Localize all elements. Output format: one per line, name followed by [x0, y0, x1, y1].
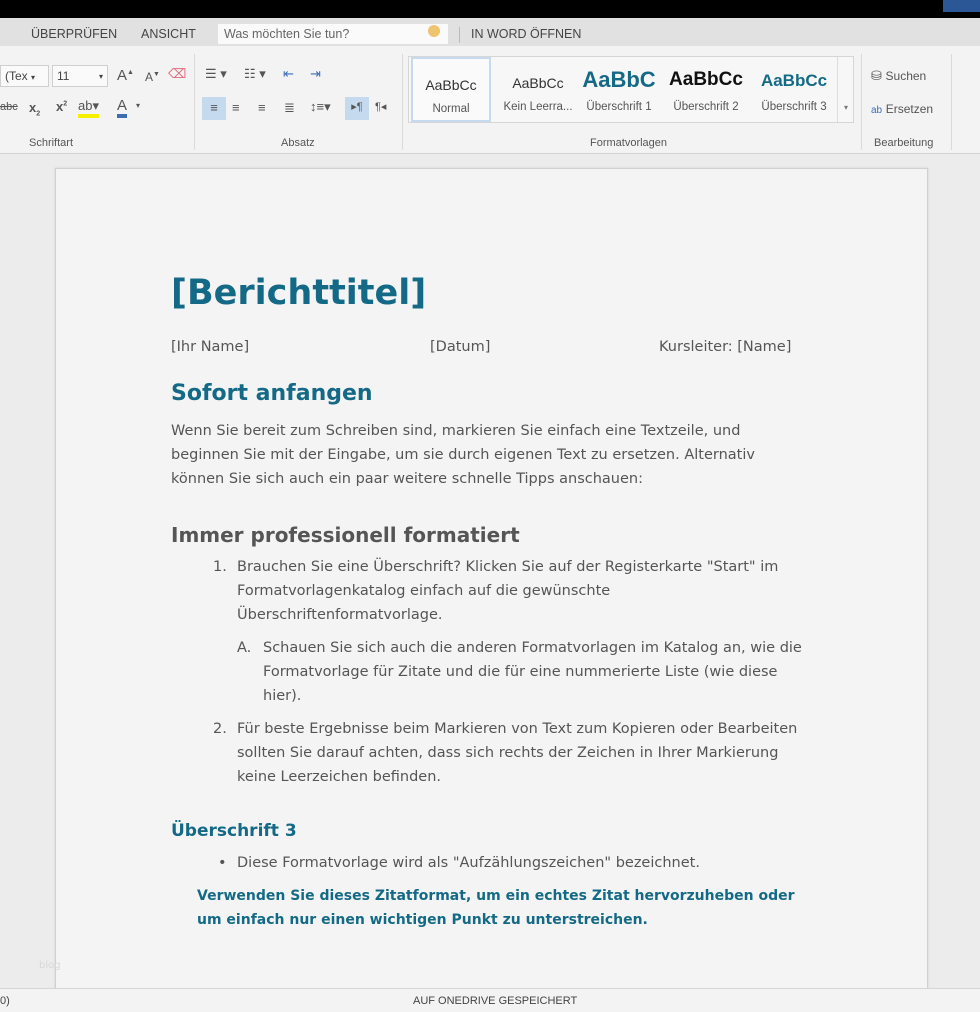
- text-line: sollten Sie darauf achten, dass sich rechts der Zeichen in Ihrer Markierung: [237, 745, 779, 761]
- account-area[interactable]: [943, 0, 980, 12]
- bullets-icon[interactable]: ☰ ▾: [205, 66, 227, 81]
- clear-formatting-icon[interactable]: ⌫: [168, 66, 187, 81]
- heading-3[interactable]: Überschrift 3: [171, 821, 297, 841]
- watermark: blog: [39, 960, 61, 971]
- font-size-select[interactable]: 11 ▾: [52, 65, 108, 87]
- text-line: Schauen Sie sich auch die anderen Formatvorlagen im Katalog an, wie die: [263, 640, 802, 656]
- superscript-icon[interactable]: $x^2$: [56, 99, 68, 114]
- lightbulb-icon: [428, 25, 440, 37]
- heading-1[interactable]: Sofort anfangen: [171, 381, 373, 406]
- replace-button[interactable]: ab Ersetzen: [871, 102, 934, 116]
- group-label-editing: Bearbeitung: [874, 137, 934, 149]
- title-bar: [0, 0, 980, 18]
- shrink-font-icon[interactable]: A▼: [145, 70, 160, 84]
- group-label-styles: Formatvorlagen: [590, 137, 668, 149]
- list-item[interactable]: [237, 555, 778, 627]
- font-color-icon[interactable]: A: [117, 97, 127, 118]
- status-bar: [0, 988, 980, 1012]
- decrease-indent-icon[interactable]: ⇤: [283, 66, 294, 81]
- list-marker: 1.: [213, 559, 227, 575]
- style-no-spacing[interactable]: AaBbCc Kein Leerra...: [503, 75, 573, 113]
- highlight-icon[interactable]: ab▾: [78, 98, 99, 118]
- divider: [194, 54, 195, 150]
- intro-paragraph[interactable]: [171, 419, 755, 491]
- ribbon: [0, 46, 980, 154]
- text-line: Überschriftenformatvorlage.: [237, 607, 443, 623]
- list-marker: 2.: [213, 721, 227, 737]
- open-in-word-button[interactable]: IN WORD ÖFFNEN: [471, 27, 582, 41]
- text-line: um einfach nur einen wichtigen Punkt zu unterstreichen.: [197, 912, 648, 928]
- text-line: Für beste Ergebnisse beim Markieren von Text zum Kopieren oder Bearbeiten: [237, 721, 798, 737]
- bullet-icon: •: [218, 855, 227, 871]
- tell-me-input[interactable]: Was möchten Sie tun?: [218, 24, 448, 44]
- text-line: können Sie sich auch ein paar weitere schnelle Tipps anschauen:: [171, 471, 643, 487]
- text-line: Brauchen Sie eine Überschrift? Klicken Sie auf der Registerkarte "Start" im: [237, 559, 779, 575]
- group-label-paragraph: Absatz: [281, 137, 315, 149]
- justify-icon[interactable]: ≣: [284, 100, 295, 115]
- strikethrough-icon[interactable]: abc: [0, 101, 18, 113]
- date-field[interactable]: [Datum]: [430, 339, 491, 355]
- list-item[interactable]: [237, 717, 797, 789]
- replace-icon: ab: [871, 105, 883, 116]
- text-line: Verwenden Sie dieses Zitatformat, um ein echtes Zitat hervorzuheben oder: [197, 888, 795, 904]
- styles-more-button[interactable]: ▾: [837, 57, 854, 122]
- bullet-item[interactable]: Diese Formatvorlage wird als "Aufzählungszeichen" bezeichnet.: [237, 855, 700, 871]
- divider: [861, 54, 862, 150]
- styles-gallery: [408, 56, 854, 123]
- list-item[interactable]: [263, 636, 802, 708]
- rtl-icon[interactable]: ¶◂: [375, 101, 387, 113]
- quote[interactable]: [197, 884, 795, 932]
- line-spacing-icon[interactable]: ↕≡▾: [310, 99, 331, 114]
- style-heading-1[interactable]: AaBbC Überschrift 1: [582, 67, 656, 113]
- divider: [459, 27, 460, 43]
- save-status: AUF ONEDRIVE GESPEICHERT: [413, 995, 578, 1007]
- ltr-icon[interactable]: ▸¶: [345, 97, 369, 120]
- binoculars-icon: ⛁: [871, 68, 882, 83]
- style-heading-3[interactable]: AaBbCc Überschrift 3: [760, 71, 828, 113]
- text-line: hier).: [263, 688, 302, 704]
- tab-review[interactable]: ÜBERPRÜFEN: [31, 27, 118, 41]
- subscript-icon[interactable]: $x_2$: [29, 100, 41, 118]
- ribbon-tabs: [0, 18, 980, 46]
- divider: [402, 54, 403, 150]
- report-title[interactable]: [Berichttitel]: [171, 273, 427, 313]
- style-normal[interactable]: AaBbCc Normal: [411, 57, 491, 122]
- status-left: 0): [0, 995, 10, 1007]
- instructor-field[interactable]: Kursleiter: [Name]: [659, 339, 792, 355]
- group-label-font: Schriftart: [29, 137, 74, 149]
- increase-indent-icon[interactable]: ⇥: [310, 66, 321, 81]
- font-name-select[interactable]: (Tex ▾: [0, 65, 49, 87]
- text-line: keine Leerzeichen befinden.: [237, 769, 441, 785]
- align-right-icon[interactable]: ≡: [258, 100, 266, 115]
- author-name[interactable]: [Ihr Name]: [171, 339, 250, 355]
- numbering-icon[interactable]: ☷ ▾: [244, 66, 266, 81]
- style-heading-2[interactable]: AaBbCc Überschrift 2: [669, 69, 743, 113]
- text-line: Formatvorlage für Zitate und die für eine nummerierte Liste (wie diese: [263, 664, 778, 680]
- list-marker: A.: [237, 640, 252, 656]
- text-line: Formatvorlagenkatalog einfach auf die gewünschte: [237, 583, 611, 599]
- align-left-icon[interactable]: ≡: [202, 97, 226, 120]
- text-line: beginnen Sie mit der Eingabe, um sie durch eigenen Text zu ersetzen. Alternativ: [171, 447, 755, 463]
- heading-2[interactable]: Immer professionell formatiert: [171, 523, 520, 547]
- divider: [951, 54, 952, 150]
- find-button[interactable]: ⛁ Suchen: [871, 68, 927, 83]
- align-center-icon[interactable]: ≡: [232, 100, 240, 115]
- text-line: Wenn Sie bereit zum Schreiben sind, markieren Sie einfach eine Textzeile, und: [171, 423, 741, 439]
- document-page[interactable]: [55, 168, 928, 998]
- tab-view[interactable]: ANSICHT: [141, 27, 196, 41]
- chevron-down-icon[interactable]: ▾: [136, 101, 141, 110]
- grow-font-icon[interactable]: A▲: [117, 67, 134, 84]
